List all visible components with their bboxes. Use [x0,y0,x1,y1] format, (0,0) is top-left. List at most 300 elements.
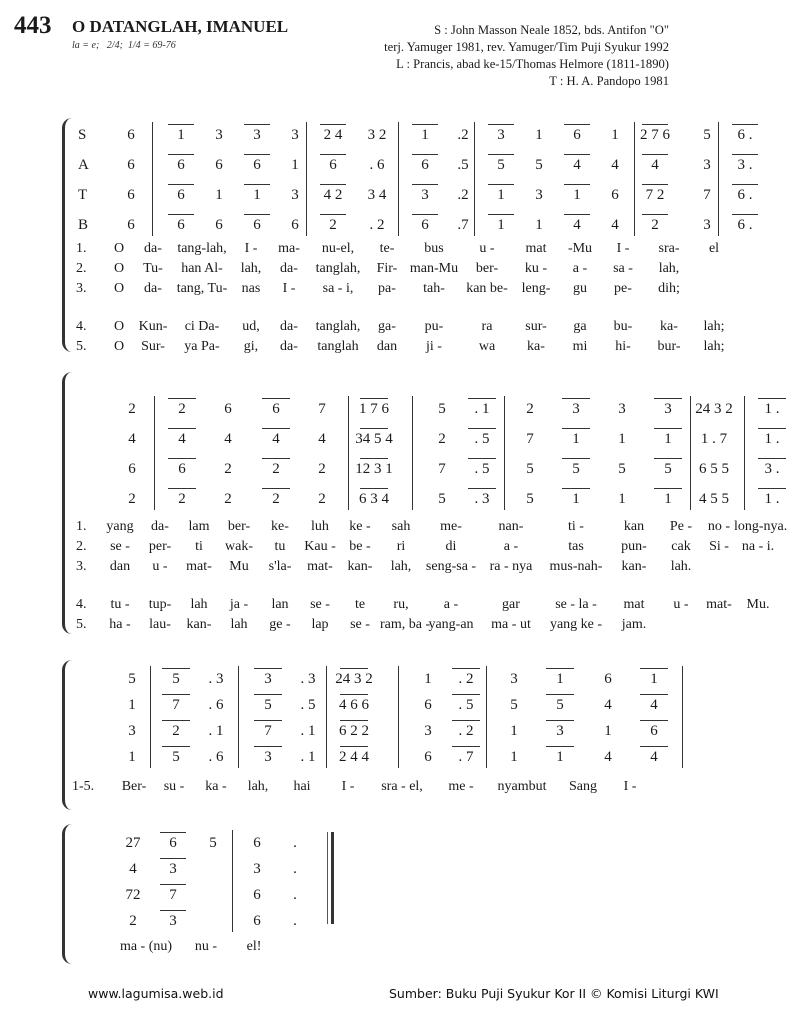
lyric-syllable: lah. [670,559,692,574]
lyric-syllable: tu - [110,597,130,612]
lyric-syllable: ma- [278,241,300,256]
note-cell: 6 [177,187,185,203]
lyric-syllable: I - [623,779,637,794]
note-cell: 3 [535,187,543,203]
note-cell: . 5 [300,697,316,713]
lyric-syllable: ti [195,539,203,554]
note-cell: 2 [224,491,232,507]
lyric-syllable: kan [623,519,645,534]
lyric-syllable: nu-el, [321,241,355,256]
note-cell: 24 3 2 [695,401,733,417]
note-cell: 1 [611,127,619,143]
beam-line [262,488,290,489]
beam-line [758,428,786,429]
beam-line [452,746,480,747]
note-cell: 6 [424,749,432,765]
lyric-syllable: el! [246,939,262,954]
beam-line [488,214,514,215]
note-cell: . [293,887,297,903]
lyric-syllable: lah, [247,779,269,794]
beam-line [162,720,190,721]
beam-line [564,124,590,125]
note-cell: 24 3 2 [335,671,373,687]
note-cell: 4 [129,861,137,877]
note-cell: 6 5 5 [699,461,729,477]
lyric-syllable: gu [573,281,587,296]
beam-line [160,832,186,833]
beam-line [254,746,282,747]
beam-line [254,720,282,721]
lyric-syllable: 1. [76,519,87,534]
note-cell: 4 6 6 [339,697,369,713]
note-cell: 4 [318,431,326,447]
lyric-syllable: lah, [658,261,680,276]
beam-line [546,694,574,695]
note-cell: 4 [224,431,232,447]
note-cell: 6 [127,217,135,233]
lyric-syllable: hi- [615,339,631,354]
lyric-syllable: kan- [347,559,373,574]
note-cell: . 2 [458,723,474,739]
note-cell: 2 7 6 [640,127,670,143]
note-cell: 1 . [764,431,780,447]
lyric-line [62,538,782,556]
note-cell: 3 [169,913,177,929]
note-cell: .7 [457,217,469,233]
note-cell: . 6 [369,157,385,173]
note-cell: 3 [572,401,580,417]
beam-line [732,214,758,215]
lyric-syllable: ke - [349,519,371,534]
beam-line [562,398,590,399]
lyric-syllable: 1. [76,241,87,256]
beam-line [320,124,346,125]
lyric-syllable: 5. [76,617,87,632]
beam-line [320,184,346,185]
lyric-syllable: ud, [242,319,260,334]
lyric-syllable: ri [396,539,406,554]
lyric-syllable: hai [293,779,311,794]
final-barline-thick [331,832,334,924]
note-cell: 2 [172,723,180,739]
note-cell: 1 [215,187,223,203]
lyric-syllable: ge - [269,617,291,632]
lyric-syllable: O [113,339,125,354]
beam-line [168,124,194,125]
lyric-syllable: tanglah, [315,261,361,276]
lyric-syllable: kan- [186,617,212,632]
note-cell: . 6 [208,749,224,765]
note-cell: 6 2 2 [339,723,369,739]
note-cell: 2 [272,491,280,507]
note-cell: 6 [224,401,232,417]
lyric-syllable: tanglah, [315,319,361,334]
lyric-syllable: bur- [657,339,681,354]
note-cell: 2 4 4 [339,749,369,765]
lyric-syllable: I - [616,241,630,256]
hymn-title: O DATANGLAH, IMANUEL [72,17,289,36]
note-cell: . 2 [369,217,385,233]
note-cell: 3 . [764,461,780,477]
beam-line [468,458,496,459]
lyric-syllable: pa- [378,281,396,296]
beam-line [412,184,438,185]
beam-line [546,720,574,721]
lyric-syllable: Mu. [746,597,770,612]
note-cell: 2 [272,461,280,477]
beam-line [168,214,194,215]
note-cell: 5 [664,461,672,477]
note-cell: 1 [556,749,564,765]
lyric-syllable: s'la- [268,559,292,574]
lyric-syllable: be - [349,539,371,554]
lyric-syllable: lah, [390,559,412,574]
note-cell: . 1 [300,723,316,739]
note-cell: 2 [651,217,659,233]
note-cell: 2 [438,431,446,447]
note-cell: 4 5 5 [699,491,729,507]
note-cell: 3 [421,187,429,203]
beam-line [160,884,186,885]
lyric-syllable: ga- [378,319,396,334]
lyric-syllable: man-Mu [409,261,459,276]
lyric-syllable: yang-an [428,617,474,632]
lyric-syllable: ji - [426,339,442,354]
note-cell: 3 [556,723,564,739]
note-cell: . 3 [474,491,490,507]
note-cell: 5 [526,461,534,477]
barline [412,396,413,510]
note-cell: 7 [703,187,711,203]
barline [634,122,635,236]
note-cell: 2 [318,491,326,507]
note-cell: 7 2 [645,187,665,203]
lyric-syllable: han Al- [181,261,223,276]
note-cell: 1 . 7 [700,431,728,447]
note-cell: . 5 [458,697,474,713]
note-cell: 7 [169,887,177,903]
barline [682,666,683,768]
beam-line [168,458,196,459]
beam-line [640,668,668,669]
lyric-syllable: I - [244,241,258,256]
note-cell: 2 4 [323,127,343,143]
lyric-syllable: 1-5. [72,779,95,794]
lyric-syllable: bus [424,241,444,256]
note-cell: 5 [264,697,272,713]
note-cell: 2 [224,461,232,477]
lyric-syllable: Kun- [138,319,168,334]
note-cell: 3 [253,861,261,877]
note-cell: 5 [526,491,534,507]
lyric-syllable: Kau - [304,539,336,554]
lyric-syllable: long-nya. [734,519,787,534]
beam-line [162,668,190,669]
beam-line [640,694,668,695]
lyric-syllable: 5. [76,339,87,354]
note-cell: .5 [457,157,469,173]
beam-line [168,488,196,489]
lyric-syllable: O [113,241,125,256]
lyric-syllable: ra [481,319,493,334]
beam-line [642,154,668,155]
beam-line [162,694,190,695]
lyric-syllable: mat- [706,597,732,612]
lyric-syllable: 3. [76,559,87,574]
beam-line [244,184,270,185]
beam-line [488,154,514,155]
lyric-syllable: da- [280,261,298,276]
note-cell: 1 [497,217,505,233]
lyric-line [62,616,782,634]
note-cell: 4 [604,697,612,713]
lyric-syllable: se - la - [555,597,597,612]
note-cell: 3 [264,749,272,765]
lyric-syllable: se - [310,597,330,612]
note-cell: 6 [650,723,658,739]
lyric-syllable: tu [274,539,286,554]
lyric-syllable: sur- [525,319,547,334]
note-cell: 2 [128,491,136,507]
beam-line [732,154,758,155]
beam-line [488,184,514,185]
note-cell: 1 [510,749,518,765]
lyric-syllable: Mu [229,559,249,574]
note-cell: . 5 [474,461,490,477]
lyric-syllable: el [708,241,720,256]
beam-line [468,488,496,489]
lyric-syllable: tas [568,539,584,554]
note-cell: 3 4 [367,187,387,203]
note-cell: 1 [650,671,658,687]
note-cell: 1 [291,157,299,173]
lyric-syllable: tang, Tu- [176,281,228,296]
beam-line [488,124,514,125]
lyric-syllable: leng- [521,281,551,296]
note-cell: 1 7 6 [359,401,389,417]
system-bracket [62,118,72,352]
note-cell: 1 [421,127,429,143]
note-cell: 1 [572,431,580,447]
note-cell: . 3 [300,671,316,687]
lyric-syllable: da- [151,519,169,534]
note-cell: 6 [253,913,261,929]
lyric-syllable: tup- [148,597,172,612]
lyric-syllable: ka- [660,319,678,334]
beam-line [642,124,668,125]
lyric-syllable: 3. [76,281,87,296]
lyric-syllable: nyambut [497,779,547,794]
lyric-syllable: ti - [568,519,584,534]
beam-line [320,154,346,155]
footer-website[interactable]: www.lagumisa.web.id [88,986,224,1001]
voice-label: A [78,157,89,173]
barline [348,396,349,510]
beam-line [468,428,496,429]
lyric-line [62,338,782,356]
note-cell: 1 [128,749,136,765]
note-cell: 6 . [737,127,753,143]
note-cell: 2 [318,461,326,477]
lyric-syllable: nas [241,281,261,296]
note-cell: 4 [650,749,658,765]
beam-line [168,398,196,399]
beam-line [452,694,480,695]
beam-line [360,458,388,459]
lyric-syllable: ma - (nu) [119,939,173,954]
note-cell: 5 [572,461,580,477]
lyric-syllable: lah; [703,339,725,354]
beam-line [546,668,574,669]
note-cell: 3 [169,861,177,877]
note-cell: . [293,861,297,877]
note-cell: 6 . [737,187,753,203]
note-cell: 6 3 4 [359,491,389,507]
lyric-syllable: te- [379,241,395,256]
lyric-syllable: da- [280,319,298,334]
note-cell: 1 [510,723,518,739]
note-cell: 4 [650,697,658,713]
voice-label: B [78,217,89,233]
beam-line [244,154,270,155]
lyric-syllable: no - [707,519,731,534]
lyric-line [62,558,782,576]
lyric-syllable: lan [271,597,289,612]
lyric-syllable: per- [148,539,172,554]
barline [152,122,153,236]
barline [486,666,487,768]
lyric-line [62,240,782,258]
lyric-syllable: dan [109,559,131,574]
note-cell: .2 [457,187,469,203]
note-cell: 6 [253,887,261,903]
note-cell: 6 [127,157,135,173]
note-cell: 3 [618,401,626,417]
note-cell: 6 [329,157,337,173]
beam-line [562,458,590,459]
beam-line [160,858,186,859]
beam-line [244,124,270,125]
lyric-line [62,938,782,956]
note-cell: 1 [556,671,564,687]
lyric-syllable: seng-sa - [425,559,477,574]
beam-line [564,184,590,185]
beam-line [262,458,290,459]
note-cell: 3 [215,127,223,143]
note-cell: 6 [424,697,432,713]
lyric-line [62,596,782,614]
note-cell: 6 [253,835,261,851]
beam-line [546,746,574,747]
note-cell: 1 . [764,491,780,507]
beam-line [562,488,590,489]
lyric-syllable: O [113,319,125,334]
lyric-syllable: sah [391,519,411,534]
beam-line [254,668,282,669]
beam-line [340,720,368,721]
voice-label: T [78,187,88,203]
barline [744,396,745,510]
lyric-syllable: wak- [225,539,253,554]
lyric-syllable: nu - [194,939,218,954]
credits [384,22,669,90]
score-system [62,118,782,352]
lyric-line [62,518,787,536]
note-cell: 7 [318,401,326,417]
lyric-syllable: sra - el, [381,779,423,794]
barline [504,396,505,510]
note-cell: 5 [438,401,446,417]
lyric-syllable: 2. [76,539,87,554]
note-cell: 3 [424,723,432,739]
note-cell: .2 [457,127,469,143]
beam-line [732,184,758,185]
lyric-syllable: lah [230,617,248,632]
lyric-syllable: pun- [621,539,647,554]
lyric-syllable: u - [152,559,168,574]
beam-line [412,154,438,155]
lyric-syllable: ra - nya [489,559,533,574]
note-cell: 3 [253,127,261,143]
lyric-syllable: te [354,597,366,612]
barline [154,396,155,510]
note-cell: 6 [573,127,581,143]
lyric-syllable: ku - [524,261,548,276]
note-cell: 2 [178,491,186,507]
beam-line [160,910,186,911]
lyric-syllable: yang ke - [549,617,603,632]
note-cell: 4 [128,431,136,447]
beam-line [262,428,290,429]
lyric-syllable: di [445,539,457,554]
note-cell: 1 [664,491,672,507]
note-cell: 3 [703,217,711,233]
lyric-syllable: luh [311,519,329,534]
lyric-syllable: da- [144,241,162,256]
note-cell: 4 [272,431,280,447]
lyric-syllable: Ber- [121,779,147,794]
lyric-syllable: 4. [76,597,87,612]
lyric-syllable: mus-nah- [549,559,603,574]
lyric-syllable: jam. [621,617,647,632]
beam-line [468,398,496,399]
barline [718,122,719,236]
note-cell: 1 [253,187,261,203]
lyric-syllable: dih; [658,281,680,296]
note-cell: 3 [264,671,272,687]
note-cell: 1 [618,491,626,507]
note-cell: 4 2 [323,187,343,203]
lyric-syllable: ma - ut [491,617,531,632]
note-cell: 12 3 1 [355,461,393,477]
beam-line [452,720,480,721]
lyric-syllable: na - i. [741,539,775,554]
note-cell: 1 [424,671,432,687]
lyric-syllable: gar [502,597,520,612]
lyric-syllable: ka- [527,339,545,354]
note-cell: 6 [421,157,429,173]
lyric-syllable: tah- [423,281,445,296]
lyric-syllable: da- [280,339,298,354]
beam-line [758,398,786,399]
lyric-syllable: Tu- [143,261,163,276]
note-cell: . 5 [474,431,490,447]
note-cell: 72 [125,887,141,903]
lyric-syllable: mat- [186,559,212,574]
note-cell: 6 [177,217,185,233]
note-cell: 6 [127,187,135,203]
note-cell: 4 [611,157,619,173]
